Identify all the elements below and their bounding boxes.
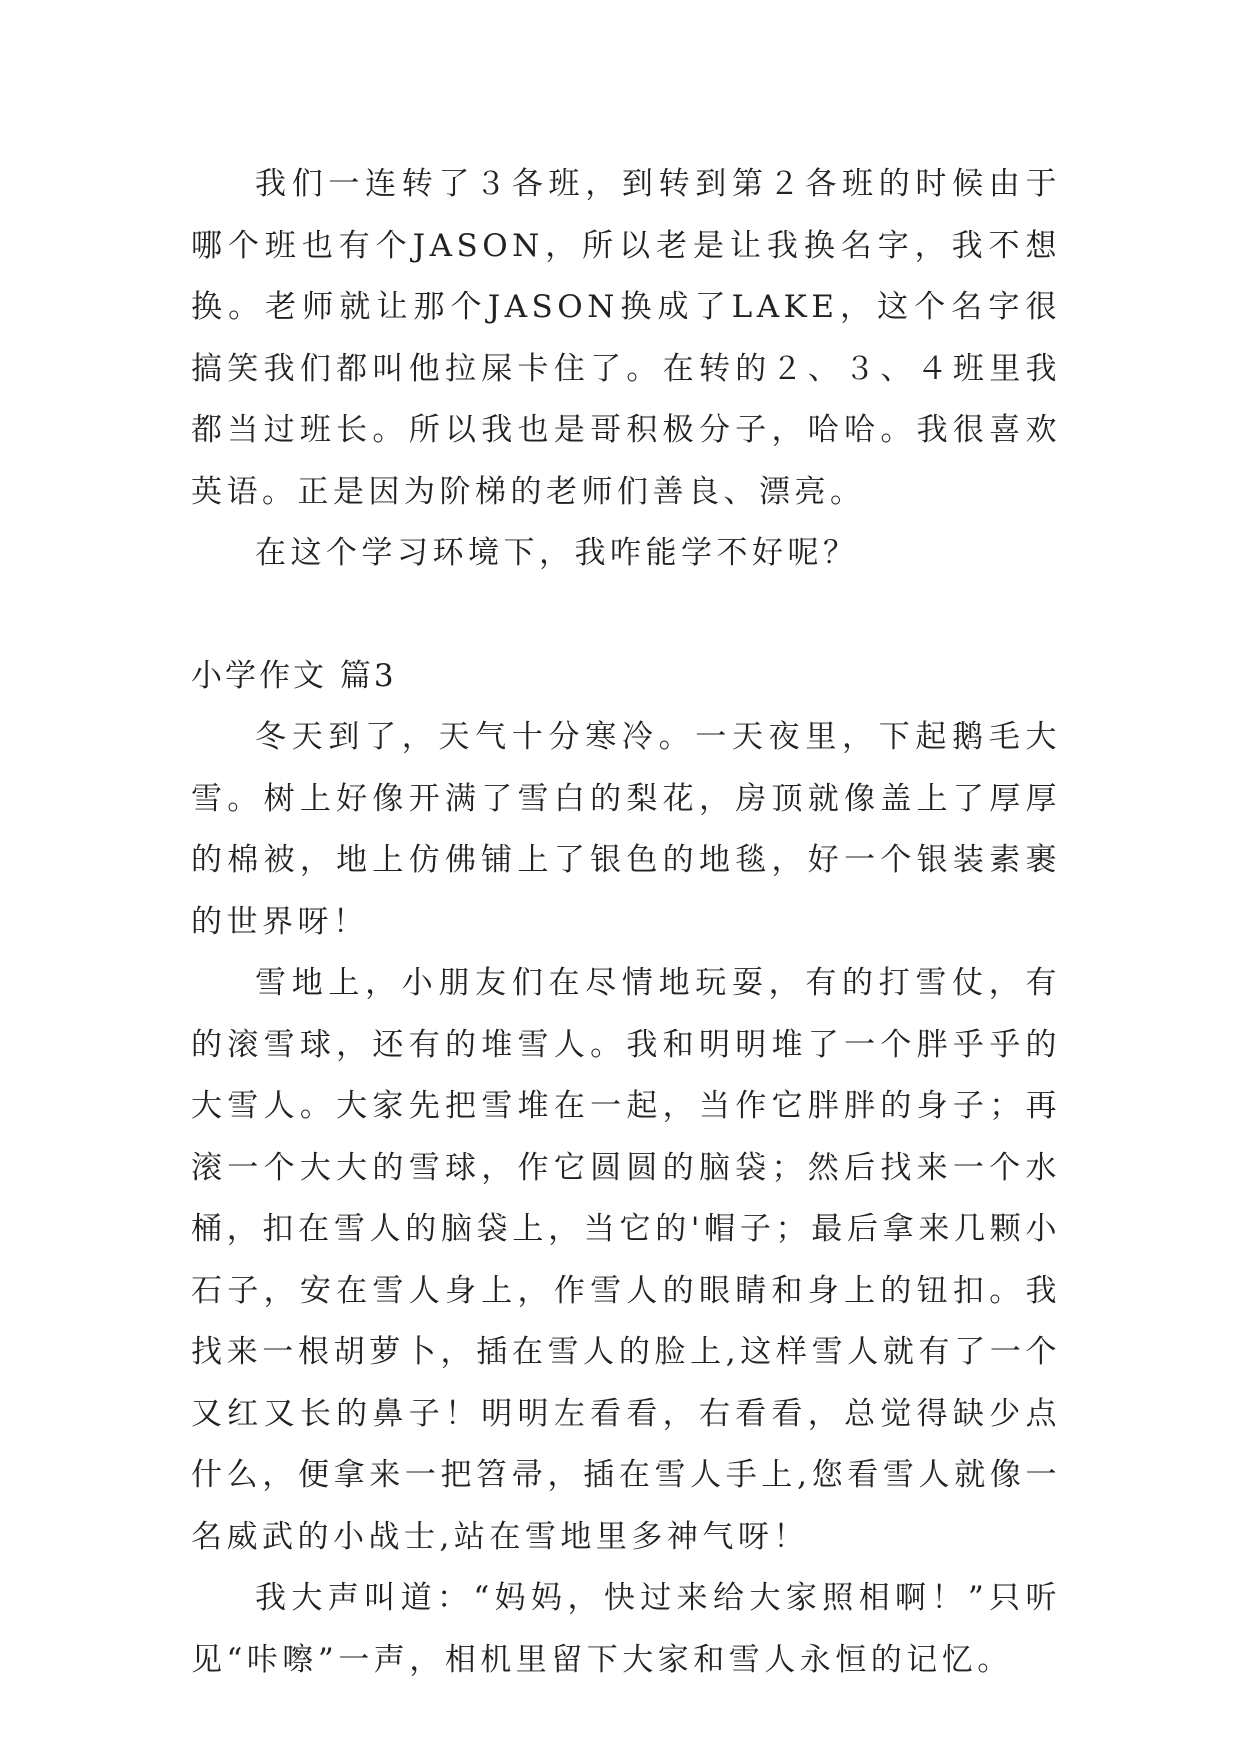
paragraph: 在这个学习环境下，我咋能学不好呢？	[255, 535, 859, 571]
paragraph: 我们一连转了３各班，到转到第２各班的时候由于哪个班也有个JASON，所以老是让我换名字，我不想换。老师就让那个JASON换成了LAKE，这个名字很搞笑我们都叫他拉屎卡住了。在转的２、３、４班里我都当过班长。所以我也是哥积极分子，哈哈。我很喜欢英语。正是因为阶梯的老师们善良、漂亮。	[191, 166, 1061, 510]
paragraph: 冬天到了，天气十分寒冷。一天夜里，下起鹅毛大雪。树上好像开满了雪白的梨花，房顶就像盖上了厚厚的棉被，地上仿佛铺上了银色的地毯，好一个银装素裹的世界呀！	[191, 719, 1061, 940]
paragraph: 我大声叫道：“妈妈，快过来给大家照相啊！”只听见“咔嚓”一声，相机里留下大家和雪人永恒的记忆。	[191, 1580, 1061, 1678]
paragraph: 雪地上，小朋友们在尽情地玩耍，有的打雪仗，有的滚雪球，还有的堆雪人。我和明明堆了一个胖乎乎的大雪人。大家先把雪堆在一起，当作它胖胖的身子；再滚一个大大的雪球，作它圆圆的脑袋；然后找来一个水桶，扣在雪人的脑袋上，当它的'帽子；最后拿来几颗小石子，安在雪人身上，作雪人的眼睛和身上的钮扣。我找来一根胡萝卜，插在雪人的脸上,这样雪人就有了一个又红又长的鼻子！明明左看看，右看看，总觉得缺少点什么，便拿来一把笤帚，插在雪人手上,您看雪人就像一名威武的小战士,站在雪地里多神气呀！	[191, 965, 1061, 1555]
document-body	[191, 154, 1061, 1691]
section-heading: 小学作文 篇3	[191, 657, 397, 694]
